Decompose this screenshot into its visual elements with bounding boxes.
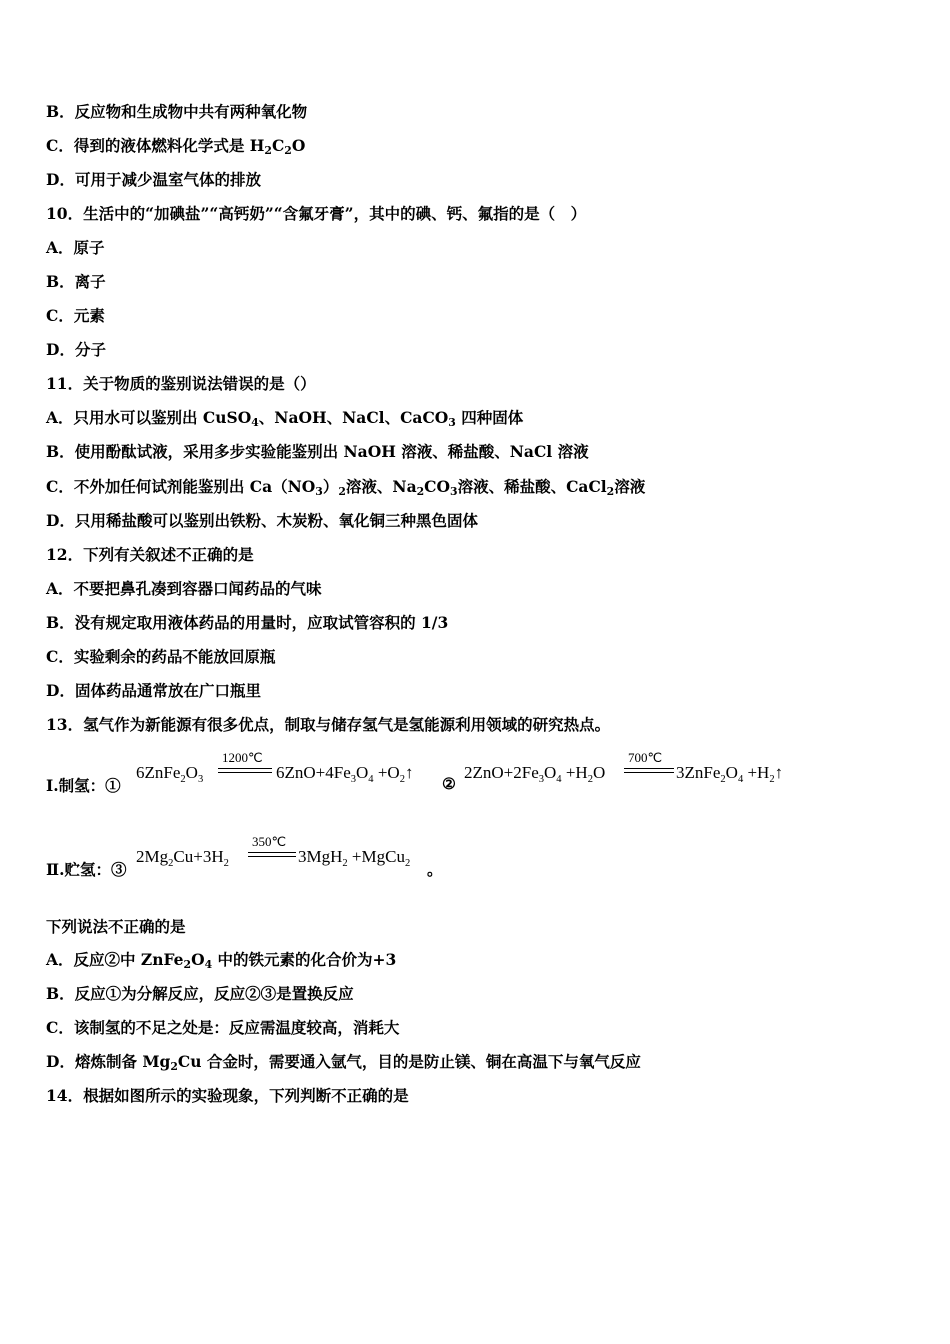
q11-stem: 11．关于物质的鉴别说法错误的是（） xyxy=(46,374,316,393)
q12-stem: 12．下列有关叙述不正确的是 xyxy=(46,545,254,564)
q11-option-b: B．使用酚酞试液，采用多步实验能鉴别出 NaOH 溶液、稀盐酸、NaCl 溶液 xyxy=(46,442,589,461)
q10-option-b: B．离子 xyxy=(46,272,106,291)
q13-eq1-reactant: $6ZnFe_2O_3$ xyxy=(136,763,204,785)
q13-label-2: ② xyxy=(442,774,456,793)
q11-option-d: D．只用稀盐酸可以鉴别出铁粉、木炭粉、氧化铜三种黑色固体 xyxy=(46,511,478,530)
q13-eq2-product: $3ZnFe_2O_4$ $+H_2↑$ xyxy=(676,763,784,785)
q14-stem: 14．根据如图所示的实验现象，下列判断不正确的是 xyxy=(46,1086,409,1105)
q13-eq2-equals xyxy=(624,768,674,773)
q11-option-a: A．只用水可以鉴别出 CuSO$_4$、NaOH、NaCl、CaCO$_3$ 四种固体 xyxy=(46,408,524,429)
q12-option-a: A．不要把鼻孔凑到容器口闻药品的气味 xyxy=(46,579,322,598)
q13-label-storage: Ⅱ.贮氢：③ xyxy=(46,860,127,879)
q9-option-d: D．可用于减少温室气体的排放 xyxy=(46,170,261,189)
q13-eq2-reactant: $2ZnO+2Fe_3O_4 +H_2O$ xyxy=(464,763,606,785)
q13-eq1-equals xyxy=(218,768,272,773)
q13-option-c: C．该制氢的不足之处是：反应需温度较高，消耗大 xyxy=(46,1018,400,1037)
q9-option-c: C．得到的液体燃料化学式是 $H_2C_2O$ xyxy=(46,136,306,157)
q13-eq3-condition: 350℃ xyxy=(252,834,287,849)
q11-option-c: C．不外加任何试剂能鉴别出 $Ca(NO_3)_2$溶液、$Na_2CO_3$溶液、稀盐酸、CaCl$_2$溶液 xyxy=(46,477,646,498)
q9-option-b: B．反应物和生成物中共有两种氧化物 xyxy=(46,102,308,121)
q10-option-d: D．分子 xyxy=(46,340,106,359)
q13-option-d: D．熔炼制备 $Mg_2Cu$ 合金时，需要通入氩气，目的是防止镁、铜在高温下与氧气反应 xyxy=(46,1052,641,1073)
q10-option-c: C．元素 xyxy=(46,306,105,325)
q13-eq1-product: $6ZnO+4Fe_3O_4$ $+O_2↑$ xyxy=(276,763,414,785)
q13-eq3-product: 3MgH$_2$ +MgCu$_2$ xyxy=(298,847,411,869)
q12-option-d: D．固体药品通常放在广口瓶里 xyxy=(46,681,261,700)
q12-option-b: B．没有规定取用液体药品的用量时，应取试管容积的 1/3 xyxy=(46,613,449,632)
q13-eq3-equals xyxy=(248,852,296,857)
q13-option-a: A．反应②中 $ZnFe_2O_4$ 中的铁元素的化合价为+3 xyxy=(46,950,397,971)
q13-label-production: Ⅰ.制氢：① xyxy=(46,776,121,795)
q10-option-a: A．原子 xyxy=(46,238,105,257)
q13-sub-stem: 下列说法不正确的是 xyxy=(46,917,186,936)
q10-stem: 10．生活中的“加碘盐”“高钙奶”“含氟牙膏”，其中的碘、钙、氟指的是（ ） xyxy=(46,204,587,223)
q13-eq3-period: 。 xyxy=(427,860,443,879)
q13-eq1-condition: 1200℃ xyxy=(222,750,263,765)
q13-option-b: B．反应①为分解反应，反应②③是置换反应 xyxy=(46,984,354,1003)
q12-option-c: C．实验剩余的药品不能放回原瓶 xyxy=(46,647,276,666)
q13-stem: 13．氢气作为新能源有很多优点，制取与储存氢气是氢能源利用领域的研究热点。 xyxy=(46,715,611,734)
q13-eq3-reactant: $2Mg_2Cu+3H_2$ xyxy=(136,847,229,869)
q13-eq2-condition: 700℃ xyxy=(628,750,663,765)
